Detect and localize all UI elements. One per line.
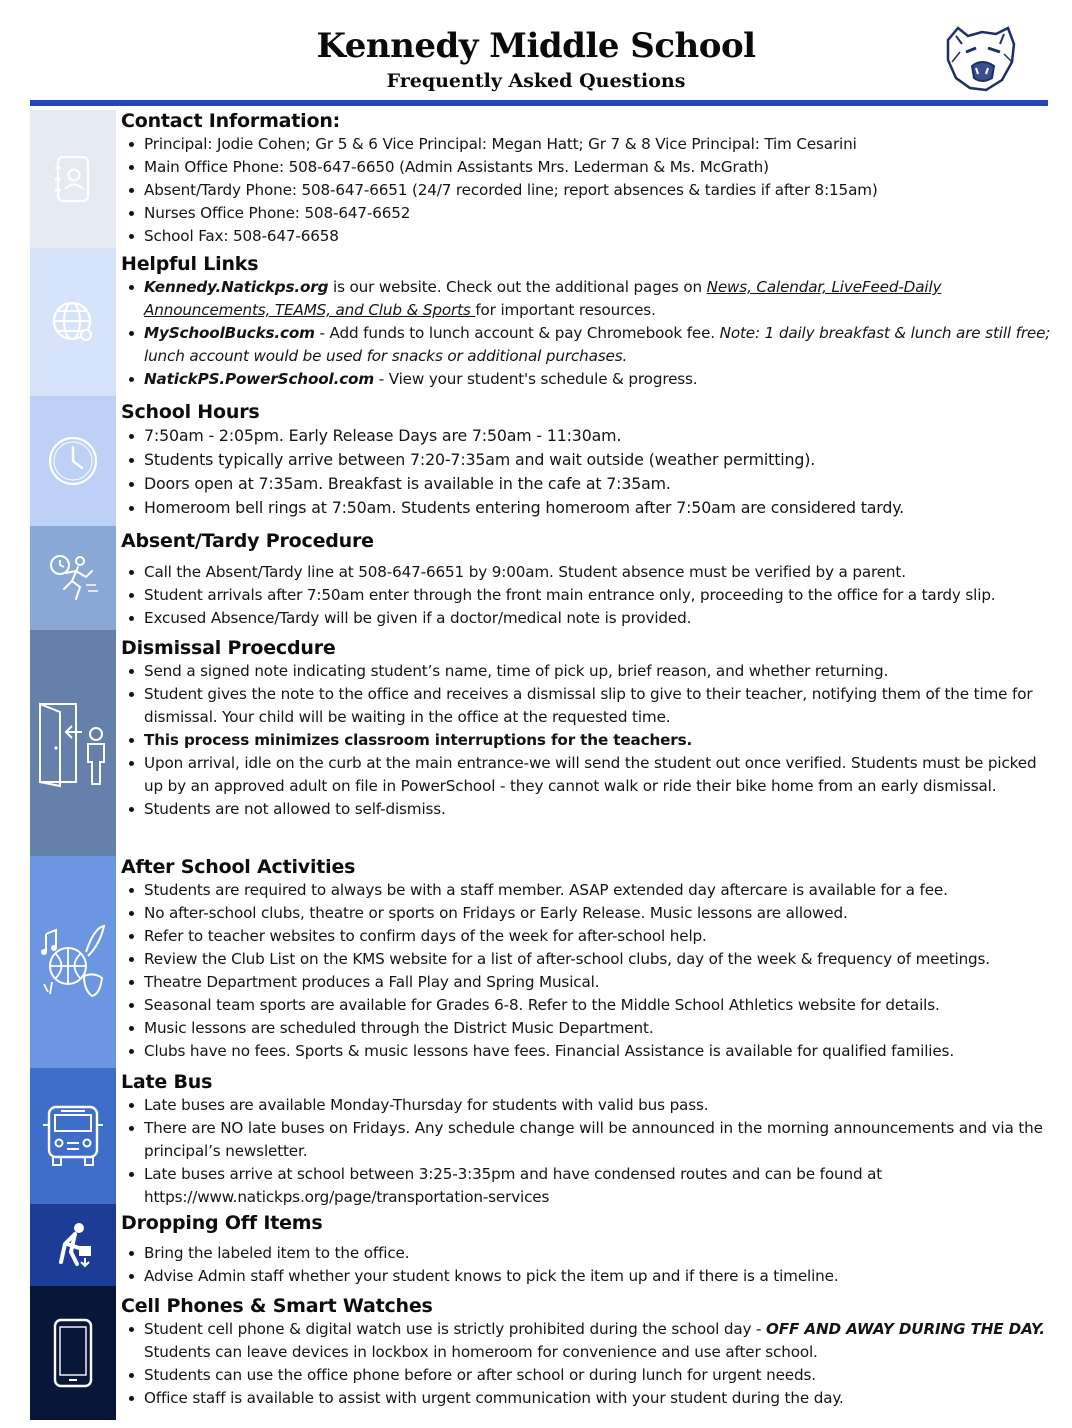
section-band-tardy (30, 526, 116, 630)
section-dropoff (121, 1211, 1056, 1288)
section-heading: Helpful Links (121, 253, 259, 275)
list-item: Students are required to always be with a staff member. ASAP extended day aftercare is available for a fee. (121, 879, 1056, 902)
list-item: Music lessons are scheduled through the District Music Department. (121, 1017, 1056, 1040)
section-heading: Contact Information: (121, 110, 341, 132)
section-tardy (121, 529, 1056, 630)
list-item: Kennedy.Natickps.org is our website. Check out the additional pages on News, Calendar, LiveFeed-Daily Announcements, TEAMS, and Club & Sports for important resources. (121, 276, 1056, 322)
section-band-latebus (30, 1068, 116, 1204)
exit-door-icon (34, 698, 112, 788)
list-item: NatickPS.PowerSchool.com - View your student's schedule & progress. (121, 368, 1056, 391)
section-latebus (121, 1070, 1056, 1209)
website-pages-link[interactable]: News, Calendar, LiveFeed-Daily Announcements, TEAMS, and Club & Sports (144, 278, 942, 319)
smartphone-icon (52, 1317, 94, 1389)
list-item: Call the Absent/Tardy line at 508-647-6651 by 9:00am. Student absence must be verified by a parent. (121, 561, 1056, 584)
section-band-hours (30, 396, 116, 526)
page-title: Kennedy Middle School (316, 26, 756, 66)
list-item: MySchoolBucks.com - Add funds to lunch account & pay Chromebook fee. Note: 1 daily breakfast & lunch are still free; lunch account would be used for snacks or additional purchases. (121, 322, 1056, 368)
section-dismissal (121, 636, 1056, 821)
list-item: Advise Admin staff whether your student knows to pick the item up and if there is a timeline. (121, 1265, 1056, 1288)
section-links (121, 252, 1056, 391)
section-band-links (30, 248, 116, 396)
list-item: Doors open at 7:35am. Breakfast is available in the cafe at 7:35am. (121, 472, 1056, 496)
list-item: School Fax: 508-647-6658 (121, 225, 1056, 248)
list-item: No after-school clubs, theatre or sports on Fridays or Early Release. Music lessons are allowed. (121, 902, 1056, 925)
section-band-activities (30, 856, 116, 1068)
clock-icon (45, 433, 101, 489)
list-item: Students are not allowed to self-dismiss. (121, 798, 1056, 821)
section-band-phones (30, 1286, 116, 1420)
list-item: Absent/Tardy Phone: 508-647-6651 (24/7 recorded line; report absences & tardies if after 8:15am) (121, 179, 1056, 202)
list-item: Late buses arrive at school between 3:25-3:35pm and have condensed routes and can be found at https://www.natickps.org/page/transportation-services (121, 1163, 1056, 1209)
section-heading: Dismissal Proecdure (121, 637, 336, 659)
list-item: Office staff is available to assist with urgent communication with your student during the day. (121, 1387, 1056, 1410)
list-item: Students can use the office phone before or after school or during lunch for urgent needs. (121, 1364, 1056, 1387)
myschoolbucks-link[interactable]: MySchoolBucks.com (144, 324, 315, 342)
list-item: Bring the labeled item to the office. (121, 1242, 1056, 1265)
powerschool-link[interactable]: NatickPS.PowerSchool.com (144, 370, 375, 388)
list-item: Student arrivals after 7:50am enter through the front main entrance only, proceeding to the office for a tardy slip. (121, 584, 1056, 607)
running-late-icon (46, 551, 100, 605)
section-heading: Dropping Off Items (121, 1212, 323, 1234)
list-item: Students typically arrive between 7:20-7:35am and wait outside (weather permitting). (121, 448, 1056, 472)
contacts-book-icon (53, 154, 93, 204)
list-item: Late buses are available Monday-Thursday for students with valid bus pass. (121, 1094, 1056, 1117)
website-link[interactable]: Kennedy.Natickps.org (144, 278, 329, 296)
school-bus-icon (41, 1101, 105, 1171)
list-item: Theatre Department produces a Fall Play and Spring Musical. (121, 971, 1056, 994)
section-heading: School Hours (121, 401, 260, 423)
section-heading: Cell Phones & Smart Watches (121, 1295, 433, 1317)
cougar-mascot-icon (942, 22, 1018, 94)
section-band-contact (30, 110, 116, 248)
list-item: Review the Club List on the KMS website for a list of after-school clubs, day of the week & frequency of meetings. (121, 948, 1056, 971)
section-heading: Absent/Tardy Procedure (121, 530, 374, 552)
phone-policy-emphasis: OFF AND AWAY DURING THE DAY. (766, 1320, 1045, 1338)
list-item: Student cell phone & digital watch use is strictly prohibited during the school day - OFF AND AWAY DURING THE DAY. Students can leave devices in lockbox in homeroom for convenience and use after school. (121, 1318, 1056, 1364)
section-activities (121, 855, 1056, 1063)
globe-icon (50, 299, 96, 345)
page-subtitle: Frequently Asked Questions (386, 70, 686, 92)
list-item: Upon arrival, idle on the curb at the main entrance-we will send the student out once verified. Students must be picked up by an approved adult on file in PowerSchool - they cannot walk or ride their bike home from an early dismissal. (121, 752, 1056, 798)
lunch-note: Note: 1 daily breakfast & lunch are still free; lunch account would be used for snacks or additional purchases. (144, 324, 1051, 365)
section-band-dropoff (30, 1204, 116, 1286)
list-item: There are NO late buses on Fridays. Any schedule change will be announced in the morning announcements and via the principal’s newsletter. (121, 1117, 1056, 1163)
list-item: Clubs have no fees. Sports & music lessons have fees. Financial Assistance is available for qualified families. (121, 1040, 1056, 1063)
list-item: This process minimizes classroom interruptions for the teachers. (121, 729, 1056, 752)
drop-off-box-icon (53, 1222, 93, 1268)
activities-icon (38, 922, 108, 1002)
list-item: Main Office Phone: 508-647-6650 (Admin Assistants Mrs. Lederman & Ms. McGrath) (121, 156, 1056, 179)
section-hours (121, 400, 1056, 520)
list-item: Principal: Jodie Cohen; Gr 5 & 6 Vice Principal: Megan Hatt; Gr 7 & 8 Vice Principal: Tim Cesarini (121, 133, 1056, 156)
list-item: Excused Absence/Tardy will be given if a doctor/medical note is provided. (121, 607, 1056, 630)
section-heading: Late Bus (121, 1071, 213, 1093)
list-item: Homeroom bell rings at 7:50am. Students entering homeroom after 7:50am are considered tardy. (121, 496, 1056, 520)
list-item: Student gives the note to the office and receives a dismissal slip to give to their teacher, notifying them of the time for dismissal. Your child will be waiting in the office at the requested time. (121, 683, 1056, 729)
section-contact (121, 109, 1056, 248)
header-rule (30, 100, 1048, 106)
section-heading: After School Activities (121, 856, 356, 878)
list-item: Send a signed note indicating student’s name, time of pick up, brief reason, and whether returning. (121, 660, 1056, 683)
page-header (0, 0, 1072, 110)
section-band-dismissal (30, 630, 116, 856)
list-item: 7:50am - 2:05pm. Early Release Days are 7:50am - 11:30am. (121, 424, 1056, 448)
list-item: Seasonal team sports are available for Grades 6-8. Refer to the Middle School Athletics website for details. (121, 994, 1056, 1017)
list-item: Nurses Office Phone: 508-647-6652 (121, 202, 1056, 225)
section-phones (121, 1294, 1056, 1410)
list-item: Refer to teacher websites to confirm days of the week for after-school help. (121, 925, 1056, 948)
